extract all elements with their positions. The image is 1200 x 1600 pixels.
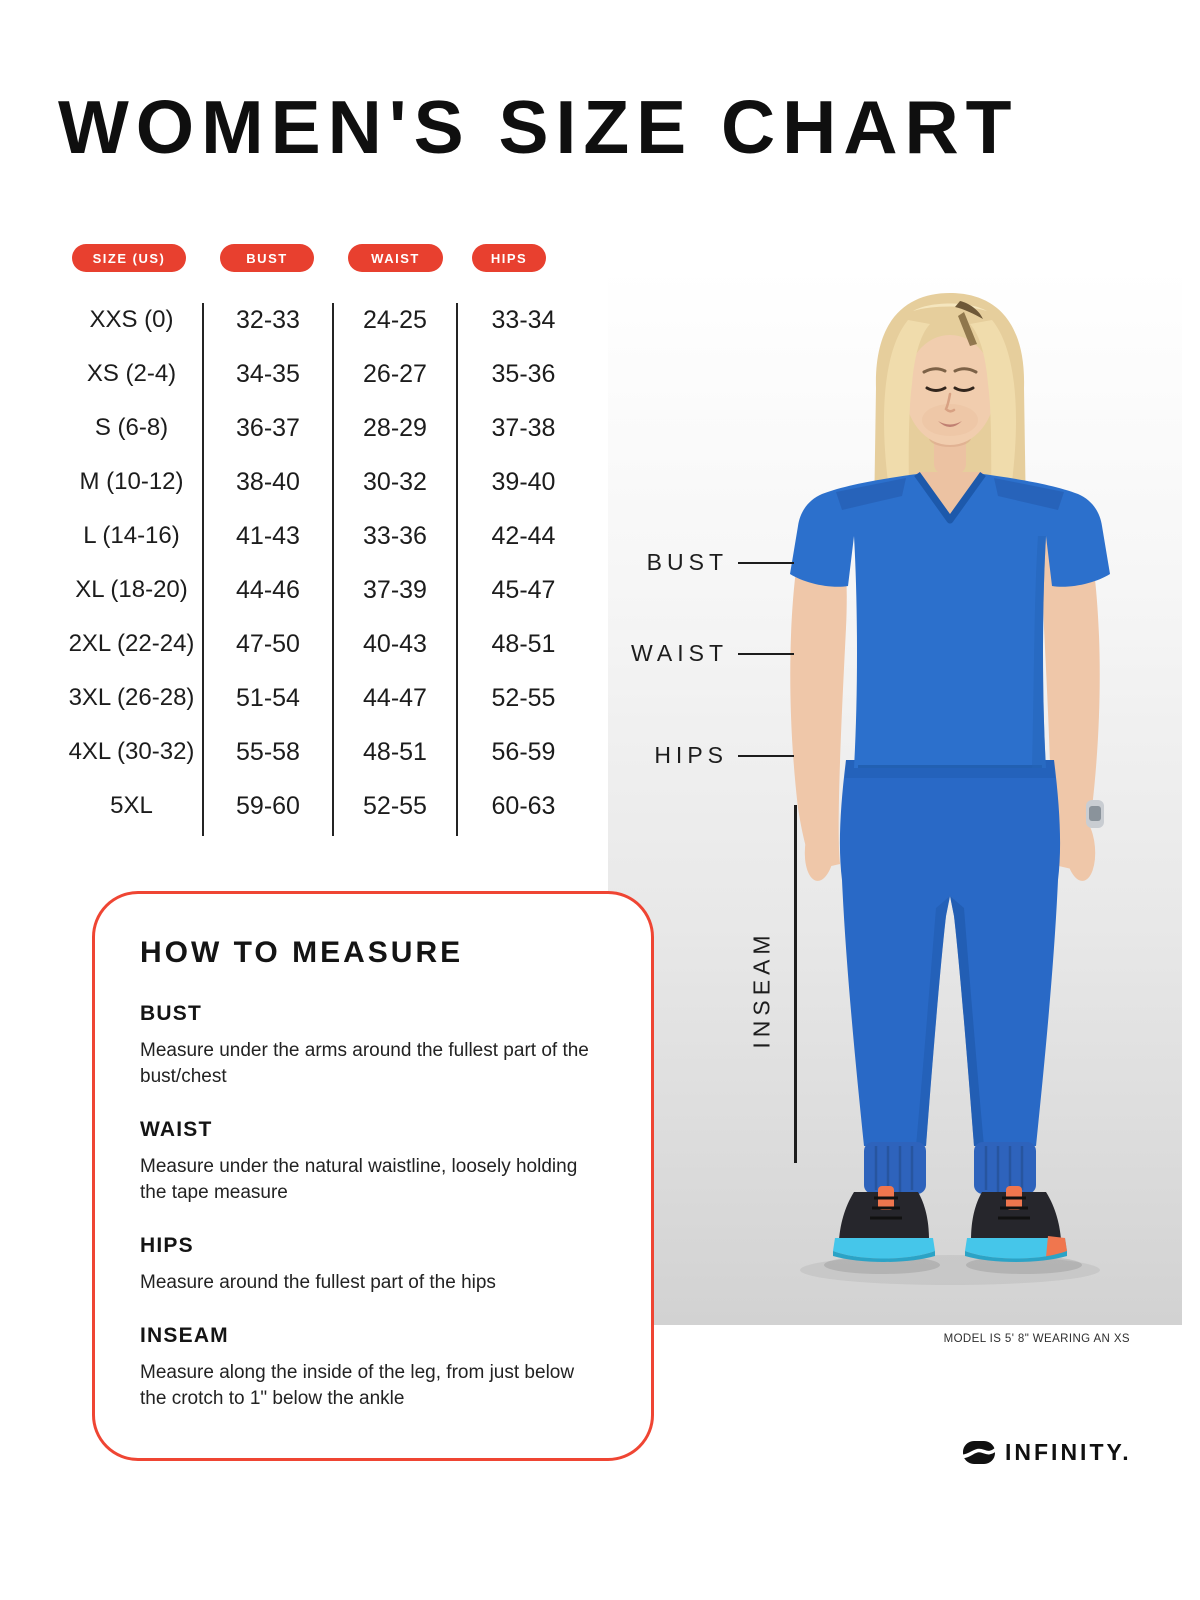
hips-label: HIPS <box>654 742 728 768</box>
section-heading: HIPS <box>140 1234 194 1257</box>
waist-pointer-line <box>738 653 794 655</box>
hips-cell: 45-47 <box>491 575 556 604</box>
hips-cell: 35-36 <box>491 359 556 388</box>
size-cell: S (6-8) <box>94 414 169 441</box>
size-cell: 2XL (22-24) <box>68 630 195 657</box>
bust-cell: 34-35 <box>236 359 300 388</box>
hips-cell: 33-34 <box>491 305 556 334</box>
bust-cell: 47-50 <box>236 629 300 658</box>
table-row <box>60 347 590 401</box>
waist-cell: 33-36 <box>363 521 427 550</box>
size-cell: 5XL <box>110 792 153 819</box>
column-header-size: SIZE (US) <box>72 244 186 272</box>
hips-cell: 42-44 <box>491 521 556 550</box>
brand-logo <box>963 1439 1132 1466</box>
section-text: Measure along the inside of the leg, from just below the crotch to 1" below the ankle <box>140 1362 575 1409</box>
table-row <box>60 671 590 725</box>
table-row <box>60 563 590 617</box>
hips-cell: 39-40 <box>491 467 556 496</box>
bust-cell: 38-40 <box>236 467 300 496</box>
hips-cell: 52-55 <box>491 683 556 712</box>
section-heading: WAIST <box>140 1118 213 1141</box>
brand-wordmark: INFINITY. <box>1005 1439 1132 1465</box>
section-heading: INSEAM <box>140 1324 229 1347</box>
waist-label: WAIST <box>631 640 728 666</box>
size-table <box>60 293 590 833</box>
model-photo-area <box>608 268 1182 1325</box>
table-row <box>60 617 590 671</box>
measure-section-waist <box>140 1118 606 1206</box>
hips-cell: 37-38 <box>491 413 556 442</box>
waist-cell: 40-43 <box>363 629 427 658</box>
size-cell: L (14-16) <box>83 522 180 549</box>
waist-cell: 30-32 <box>363 467 427 496</box>
bust-cell: 59-60 <box>236 791 300 820</box>
measure-section-bust <box>140 1002 606 1090</box>
how-to-measure-box <box>92 891 654 1461</box>
model-illustration <box>608 268 1182 1325</box>
table-row <box>60 779 590 833</box>
bust-cell: 51-54 <box>236 683 300 712</box>
waist-cell: 24-25 <box>363 305 427 334</box>
waist-cell: 26-27 <box>363 359 427 388</box>
model-caption: MODEL IS 5' 8" WEARING AN XS <box>943 1333 1130 1345</box>
waist-pointer <box>608 640 794 667</box>
bust-cell: 32-33 <box>236 305 300 334</box>
waist-cell: 52-55 <box>363 791 427 820</box>
hips-cell: 48-51 <box>491 629 556 658</box>
size-cell: XXS (0) <box>89 306 174 333</box>
column-header-bust: BUST <box>220 244 314 272</box>
waist-cell: 28-29 <box>363 413 427 442</box>
waist-cell: 37-39 <box>363 575 427 604</box>
measure-section-inseam <box>140 1324 606 1412</box>
inseam-pointer-line <box>794 805 797 1163</box>
bust-cell: 55-58 <box>236 737 300 766</box>
section-text: Measure around the fullest part of the hips <box>140 1272 496 1293</box>
size-cell: M (10-12) <box>79 468 184 495</box>
size-cell: XL (18-20) <box>75 576 188 603</box>
bust-pointer <box>608 549 794 576</box>
size-cell: 4XL (30-32) <box>68 738 195 765</box>
size-cell: 3XL (26-28) <box>68 684 195 711</box>
hips-cell: 60-63 <box>491 791 556 820</box>
bust-cell: 44-46 <box>236 575 300 604</box>
bust-pointer-line <box>738 562 794 564</box>
column-header-hips: HIPS <box>472 244 546 272</box>
inseam-label: INSEAM <box>748 930 775 1049</box>
section-text: Measure under the natural waistline, loosely holding the tape measure <box>140 1156 578 1203</box>
table-row <box>60 455 590 509</box>
table-divider <box>456 303 458 836</box>
hips-pointer-line <box>738 755 794 757</box>
bust-cell: 36-37 <box>236 413 300 442</box>
measure-section-hips <box>140 1234 606 1296</box>
size-cell: XS (2-4) <box>86 360 177 387</box>
page-title: WOMEN'S SIZE CHART <box>58 85 1019 169</box>
hips-pointer <box>608 742 794 769</box>
table-row <box>60 401 590 455</box>
waist-cell: 44-47 <box>363 683 427 712</box>
table-row <box>60 725 590 779</box>
table-row <box>60 293 590 347</box>
column-header-waist: WAIST <box>348 244 443 272</box>
bust-label: BUST <box>646 549 728 575</box>
how-to-measure-title: HOW TO MEASURE <box>140 936 464 969</box>
waist-cell: 48-51 <box>363 737 427 766</box>
hips-cell: 56-59 <box>491 737 556 766</box>
table-divider <box>332 303 334 836</box>
section-heading: BUST <box>140 1002 202 1025</box>
infinity-icon <box>963 1441 995 1464</box>
bust-cell: 41-43 <box>236 521 300 550</box>
section-text: Measure under the arms around the fullest part of the bust/chest <box>140 1040 589 1087</box>
table-divider <box>202 303 204 836</box>
table-row <box>60 509 590 563</box>
